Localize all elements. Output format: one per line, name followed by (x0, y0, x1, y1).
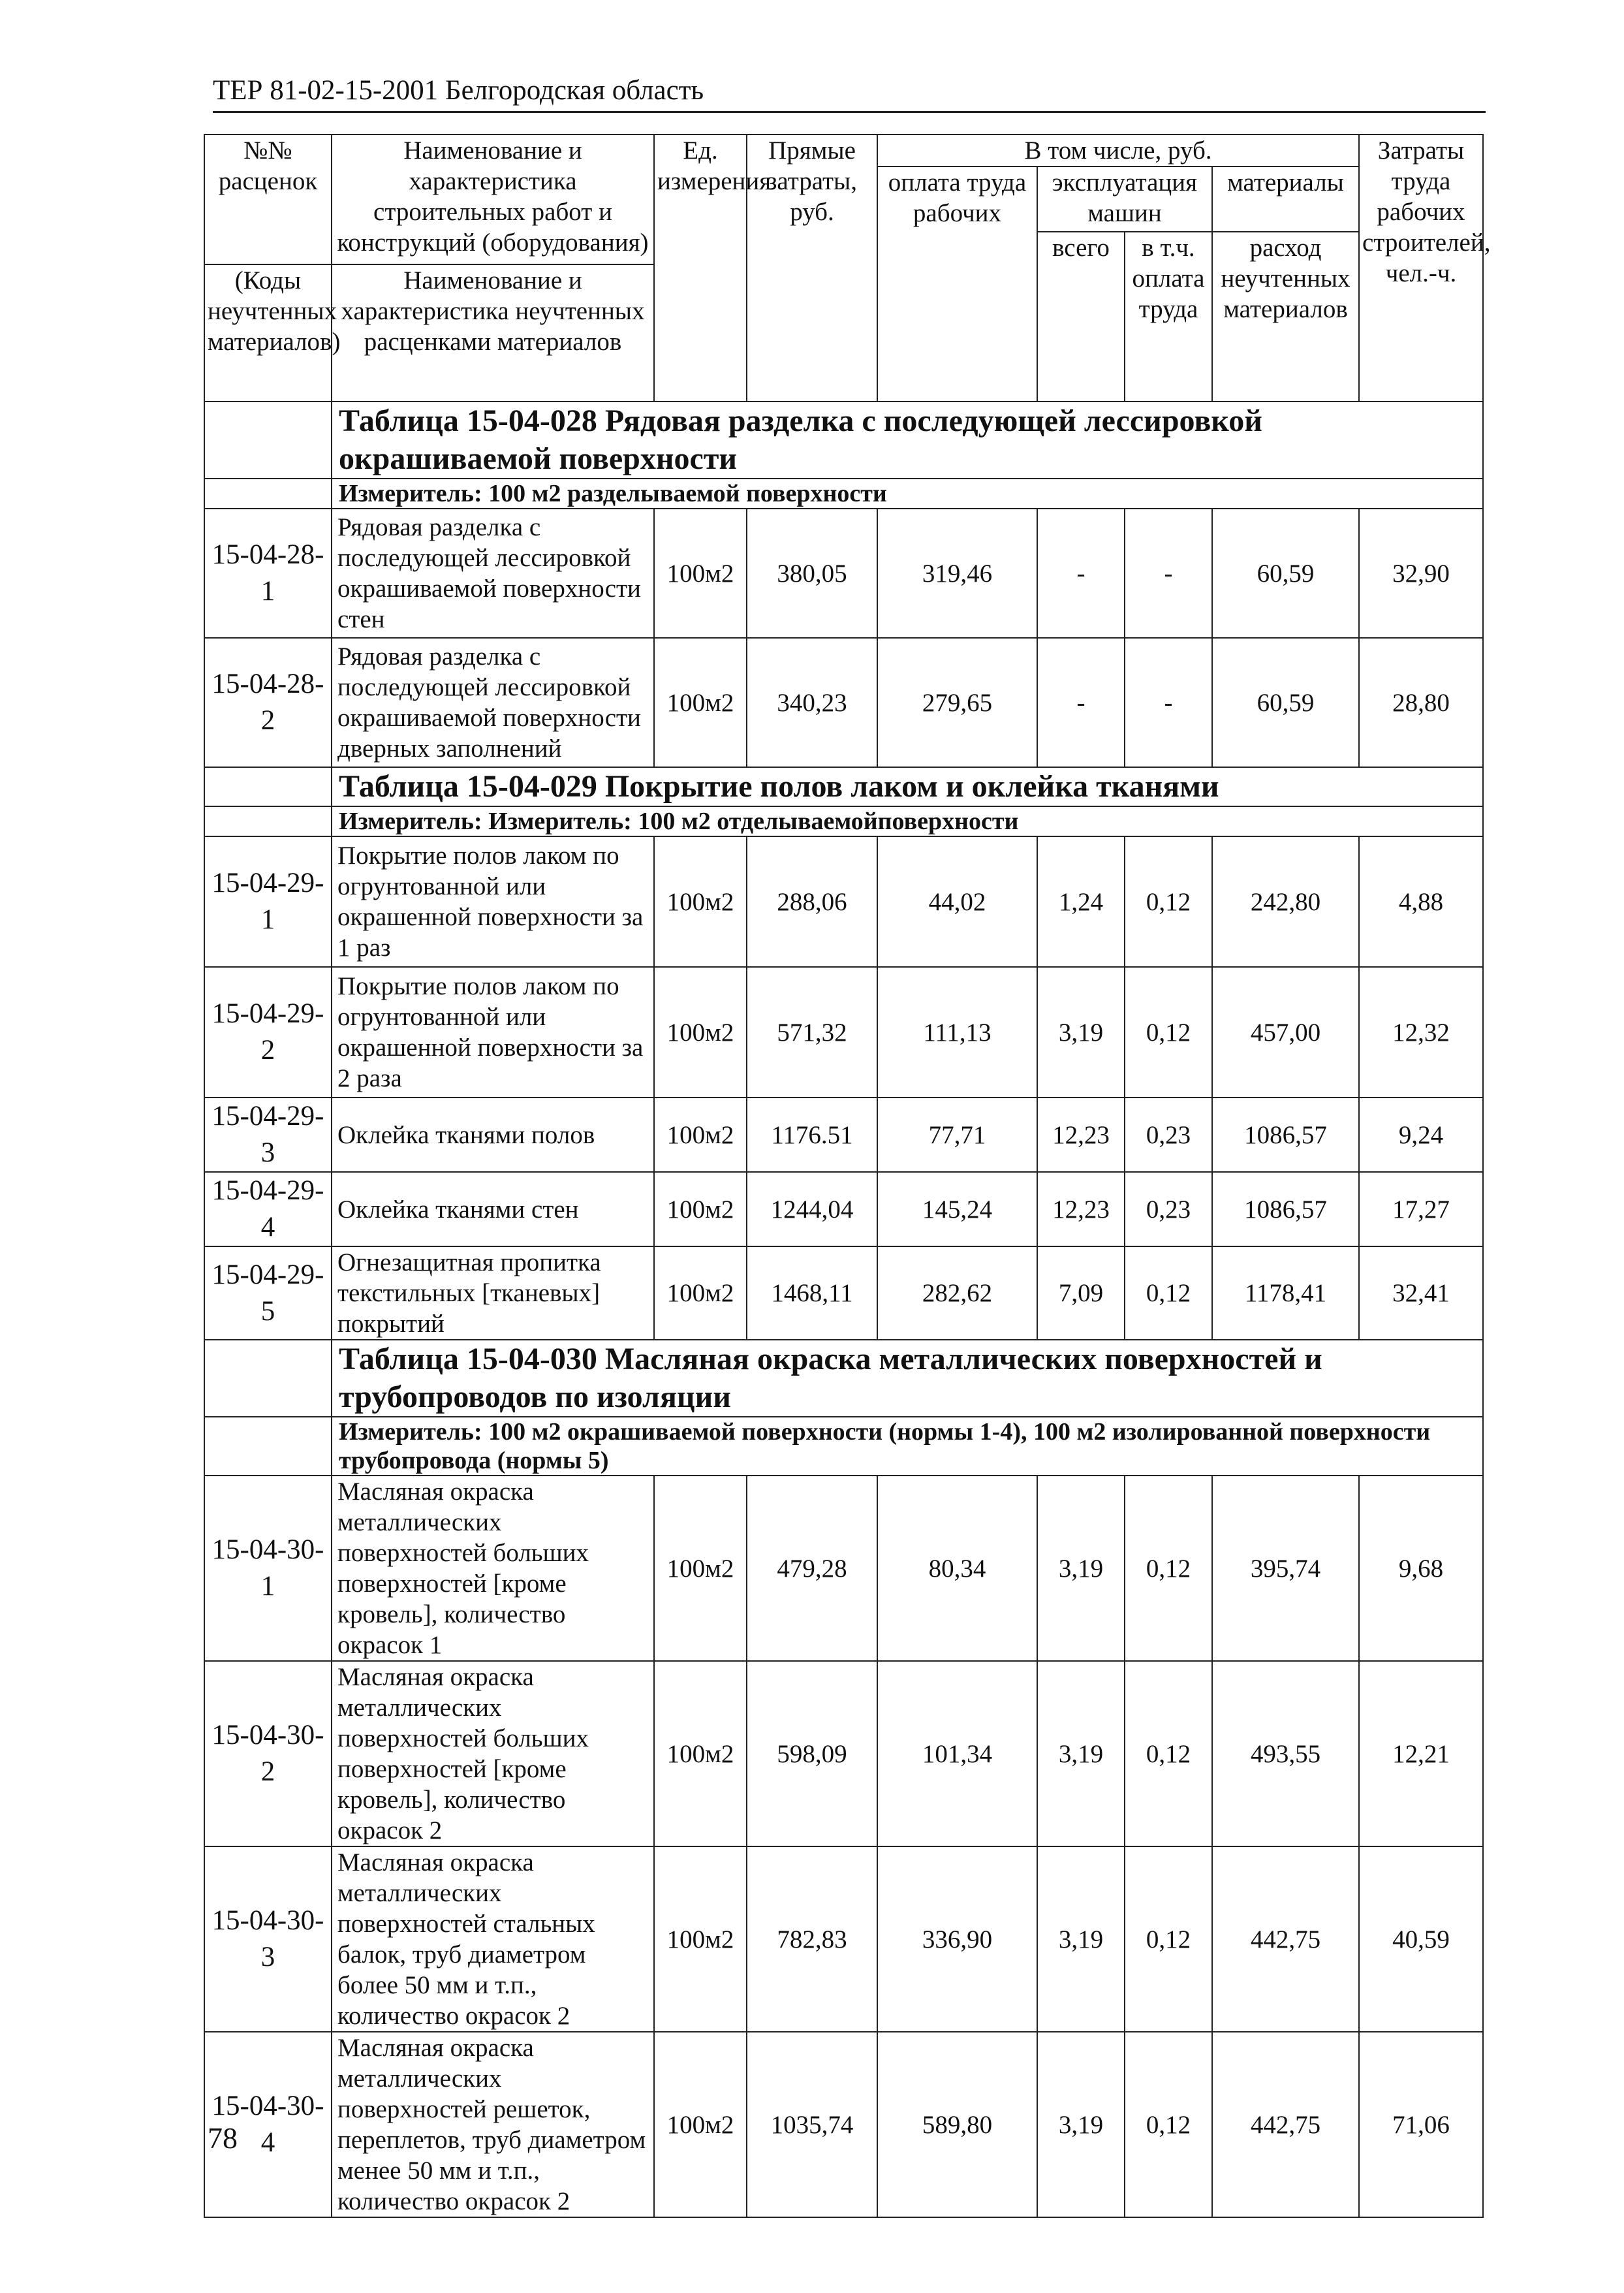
labor-cell: 28,80 (1359, 638, 1483, 767)
table-body (204, 402, 1483, 2217)
col-total-header: всего (1037, 232, 1125, 402)
work-name: Огнезащитная пропитка текстильных [тканевых] покрытий (332, 1246, 654, 1340)
labor-cell: 32,41 (1359, 1246, 1483, 1340)
materials-cell: 1086,57 (1212, 1098, 1359, 1172)
wage-cell: 77,71 (877, 1098, 1037, 1172)
machines-wage: 0,12 (1125, 1476, 1212, 1661)
col-machines-header: эксплуатация машин (1037, 166, 1212, 232)
machines-wage: 0,12 (1125, 1246, 1212, 1340)
unit-cell: 100м2 (654, 2032, 747, 2217)
section-title-row (204, 1340, 1483, 1417)
rate-code: 15-04-29-1 (204, 836, 332, 967)
rates-table (204, 134, 1491, 2218)
materials-cell: 442,75 (1212, 2032, 1359, 2217)
table-row (204, 836, 1483, 967)
unit-cell: 100м2 (654, 1476, 747, 1661)
section-title: Таблица 15-04-028 Рядовая разделка с последующей лессировкой окрашиваемой поверхности (332, 402, 1483, 479)
labor-cell: 4,88 (1359, 836, 1483, 967)
labor-cell: 32,90 (1359, 509, 1483, 638)
labor-cell: 17,27 (1359, 1172, 1483, 1246)
wage-cell: 336,90 (877, 1846, 1037, 2032)
section-meter-row (204, 806, 1483, 836)
machines-total: 3,19 (1037, 1846, 1125, 2032)
labor-cell: 9,68 (1359, 1476, 1483, 1661)
wage-cell: 589,80 (877, 2032, 1037, 2217)
col-unit-header: Ед. измерения (654, 134, 747, 402)
col-name-header: Наименование и характеристика строительных работ и конструкций (оборудования) (332, 134, 654, 264)
wage-cell: 101,34 (877, 1661, 1037, 1846)
table-row (204, 2032, 1483, 2217)
materials-cell: 493,55 (1212, 1661, 1359, 1846)
materials-cell: 242,80 (1212, 836, 1359, 967)
work-name: Оклейка тканями стен (332, 1172, 654, 1246)
direct-costs: 1244,04 (747, 1172, 877, 1246)
section-title-row (204, 402, 1483, 479)
rate-code: 15-04-29-5 (204, 1246, 332, 1340)
direct-costs: 380,05 (747, 509, 877, 638)
direct-costs: 782,83 (747, 1846, 877, 2032)
empty-cell (204, 1417, 332, 1476)
col-direct-header: Прямые затраты, руб. (747, 134, 877, 402)
rate-code: 15-04-28-2 (204, 638, 332, 767)
work-name: Масляная окраска металлических поверхностей решеток, переплетов, труб диаметром менее 50 мм и т.п., количество окрасок 2 (332, 2032, 654, 2217)
machines-wage: 0,12 (1125, 1661, 1212, 1846)
page-number: 78 (208, 2121, 238, 2155)
machines-total: - (1037, 509, 1125, 638)
col-codes-unlisted-header: (Коды неучтенных материалов) (204, 264, 332, 402)
empty-cell (204, 479, 332, 509)
section-meter-row (204, 1417, 1483, 1476)
machines-total: 12,23 (1037, 1098, 1125, 1172)
unit-cell: 100м2 (654, 1098, 747, 1172)
machines-wage: 0,12 (1125, 1846, 1212, 2032)
wage-cell: 319,46 (877, 509, 1037, 638)
table-row (204, 1661, 1483, 1846)
work-name: Масляная окраска металлических поверхностей больших поверхностей [кроме кровель], количество окрасок 1 (332, 1476, 654, 1661)
table-row (204, 638, 1483, 767)
machines-total: 12,23 (1037, 1172, 1125, 1246)
rate-code: 15-04-30-2 (204, 1661, 332, 1846)
unit-cell: 100м2 (654, 836, 747, 967)
col-materials-header: материалы (1212, 166, 1359, 232)
machines-total: 3,19 (1037, 967, 1125, 1098)
materials-cell: 442,75 (1212, 1846, 1359, 2032)
col-labor-header: Затраты труда рабочих строителей, чел.-ч. (1359, 134, 1483, 402)
unit-cell: 100м2 (654, 509, 747, 638)
machines-total: 3,19 (1037, 1476, 1125, 1661)
materials-cell: 1086,57 (1212, 1172, 1359, 1246)
labor-cell: 9,24 (1359, 1098, 1483, 1172)
rate-code: 15-04-30-3 (204, 1846, 332, 2032)
direct-costs: 1468,11 (747, 1246, 877, 1340)
machines-wage: 0,23 (1125, 1172, 1212, 1246)
direct-costs: 340,23 (747, 638, 877, 767)
unit-cell: 100м2 (654, 1172, 747, 1246)
empty-cell (204, 806, 332, 836)
section-meter: Измеритель: 100 м2 окрашиваемой поверхности (нормы 1-4), 100 м2 изолированной поверхности трубопровода (нормы 5) (332, 1417, 1483, 1476)
empty-cell (204, 402, 332, 479)
work-name: Масляная окраска металлических поверхностей стальных балок, труб диаметром более 50 мм и т.п., количество окрасок 2 (332, 1846, 654, 2032)
col-incl-wage-header: в т.ч. оплата труда (1125, 232, 1212, 402)
table-row (204, 967, 1483, 1098)
materials-cell: 395,74 (1212, 1476, 1359, 1661)
machines-total: 7,09 (1037, 1246, 1125, 1340)
wage-cell: 145,24 (877, 1172, 1037, 1246)
unit-cell: 100м2 (654, 1846, 747, 2032)
wage-cell: 44,02 (877, 836, 1037, 967)
table-row (204, 1846, 1483, 2032)
machines-wage: 0,12 (1125, 967, 1212, 1098)
direct-costs: 288,06 (747, 836, 877, 967)
work-name: Рядовая разделка с последующей лессировкой окрашиваемой поверхности дверных заполнений (332, 638, 654, 767)
col-unlisted-consumption-header: расход неучтенных материалов (1212, 232, 1359, 402)
labor-cell: 12,32 (1359, 967, 1483, 1098)
section-title: Таблица 15-04-029 Покрытие полов лаком и оклейка тканями (332, 767, 1483, 806)
rate-code: 15-04-29-4 (204, 1172, 332, 1246)
direct-costs: 1035,74 (747, 2032, 877, 2217)
col-name-unlisted-header: Наименование и характеристика неучтенных расценками материалов (332, 264, 654, 402)
labor-cell: 71,06 (1359, 2032, 1483, 2217)
section-title: Таблица 15-04-030 Масляная окраска металлических поверхностей и трубопроводов по изоляции (332, 1340, 1483, 1417)
table-row (204, 1476, 1483, 1661)
direct-costs: 571,32 (747, 967, 877, 1098)
table-row (204, 1246, 1483, 1340)
rate-code: 15-04-29-2 (204, 967, 332, 1098)
rate-code: 15-04-30-1 (204, 1476, 332, 1661)
direct-costs: 1176.51 (747, 1098, 877, 1172)
wage-cell: 111,13 (877, 967, 1037, 1098)
section-meter-row (204, 479, 1483, 509)
page-header: ТЕР 81-02-15-2001 Белгородская область (213, 71, 1486, 113)
labor-cell: 12,21 (1359, 1661, 1483, 1846)
materials-cell: 457,00 (1212, 967, 1359, 1098)
machines-total: 3,19 (1037, 1661, 1125, 1846)
rate-code: 15-04-29-3 (204, 1098, 332, 1172)
unit-cell: 100м2 (654, 1661, 747, 1846)
rate-code: 15-04-28-1 (204, 509, 332, 638)
machines-total: 1,24 (1037, 836, 1125, 967)
unit-cell: 100м2 (654, 1246, 747, 1340)
work-name: Покрытие полов лаком по огрунтованной или окрашенной поверхности за 1 раз (332, 836, 654, 967)
machines-wage: 0,12 (1125, 836, 1212, 967)
work-name: Покрытие полов лаком по огрунтованной или окрашенной поверхности за 2 раза (332, 967, 654, 1098)
empty-cell (204, 767, 332, 806)
materials-cell: 1178,41 (1212, 1246, 1359, 1340)
labor-cell: 40,59 (1359, 1846, 1483, 2032)
wage-cell: 279,65 (877, 638, 1037, 767)
empty-cell (204, 1340, 332, 1417)
direct-costs: 479,28 (747, 1476, 877, 1661)
work-name: Рядовая разделка с последующей лессировкой окрашиваемой поверхности стен (332, 509, 654, 638)
machines-total: 3,19 (1037, 2032, 1125, 2217)
work-name: Масляная окраска металлических поверхностей больших поверхностей [кроме кровель], количество окрасок 2 (332, 1661, 654, 1846)
unit-cell: 100м2 (654, 967, 747, 1098)
machines-wage: - (1125, 509, 1212, 638)
table-row (204, 1098, 1483, 1172)
machines-wage: 0,23 (1125, 1098, 1212, 1172)
materials-cell: 60,59 (1212, 638, 1359, 767)
machines-wage: 0,12 (1125, 2032, 1212, 2217)
table-row (204, 509, 1483, 638)
col-incl-header: В том числе, руб. (877, 134, 1359, 166)
work-name: Оклейка тканями полов (332, 1098, 654, 1172)
materials-cell: 60,59 (1212, 509, 1359, 638)
table-row (204, 1172, 1483, 1246)
section-title-row (204, 767, 1483, 806)
table-head (204, 134, 1491, 402)
section-meter: Измеритель: 100 м2 разделываемой поверхности (332, 479, 1483, 509)
direct-costs: 598,09 (747, 1661, 877, 1846)
col-wage-header: оплата труда рабочих (877, 166, 1037, 402)
wage-cell: 80,34 (877, 1476, 1037, 1661)
col-num-header: №№ расценок (204, 134, 332, 264)
section-meter: Измеритель: Измеритель: 100 м2 отделываемойповерхности (332, 806, 1483, 836)
unit-cell: 100м2 (654, 638, 747, 767)
rate-code: 15-04-30-4 (204, 2032, 332, 2217)
machines-total: - (1037, 638, 1125, 767)
machines-wage: - (1125, 638, 1212, 767)
wage-cell: 282,62 (877, 1246, 1037, 1340)
